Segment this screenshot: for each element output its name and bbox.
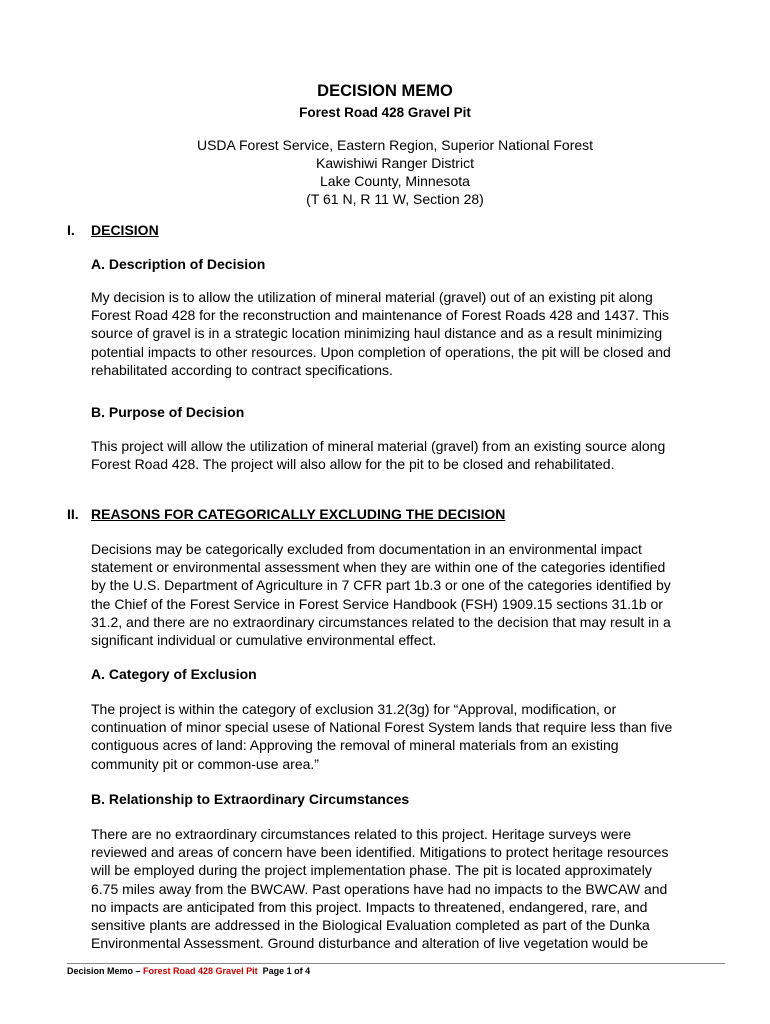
paragraph-line: will be employed during the project implementation phase. The pit is located approximately (91, 862, 652, 879)
county-line: Lake County, Minnesota (320, 173, 470, 189)
section-2-intro-paragraph (91, 540, 731, 649)
paragraph-line: reviewed and areas of concern have been identified. Mitigations to protect heritage resources (91, 844, 669, 861)
footer-divider (67, 963, 725, 964)
section-1-number: I. (67, 222, 75, 238)
paragraph-line: Environmental Assessment. Ground disturbance and alteration of live vegetation would be (91, 935, 649, 952)
district-line: Kawishiwi Ranger District (316, 155, 474, 171)
paragraph-line: This project will allow the utilization of mineral material (gravel) from an existing source along (91, 438, 666, 454)
paragraph-line: the Chief of the Forest Service in Forest Service Handbook (FSH) 1909.15 sections 31.1b or (91, 595, 663, 612)
paragraph-line: Decisions may be categorically excluded from documentation in an environmental impact (91, 541, 642, 557)
footer-page-number: Page 1 of 4 (262, 966, 311, 976)
paragraph-line: 31.2, and there are no extraordinary circumstances related to the decision that may result in a (91, 613, 671, 630)
paragraph-line: Forest Road 428. The project will also allow for the pit to be closed and rehabilitated. (91, 456, 615, 473)
section-1-heading (67, 222, 159, 238)
paragraph-line: 6.75 miles away from the BWCAW. Past operations have had no impacts to the BWCAW and (91, 880, 668, 897)
agency-block (0, 136, 770, 208)
section-1b-paragraph (91, 437, 731, 473)
section-2a-paragraph (91, 700, 731, 773)
section-1b-heading: B. Purpose of Decision (91, 404, 245, 420)
section-2-heading (67, 506, 505, 522)
paragraph-line: sensitive plants are addressed in the Biological Evaluation completed as part of the Dunka (91, 917, 650, 934)
paragraph-line: continuation of minor special usese of National Forest System lands that require less than five (91, 719, 673, 736)
paragraph-line: Forest Road 428 for the reconstruction and maintenance of Forest Roads 428 and 1437. This (91, 307, 669, 324)
document-title: DECISION MEMO (317, 82, 453, 100)
paragraph-line: by the U.S. Department of Agriculture in 7 CFR part 1b.3 or one of the categories identified by (91, 577, 671, 594)
paragraph-line: community pit or common-use area.” (91, 755, 319, 772)
section-2b-paragraph (91, 825, 731, 952)
footer-project-name: Forest Road 428 Gravel Pit (143, 966, 258, 976)
paragraph-line: The project is within the category of exclusion 31.2(3g) for “Approval, modification, or (91, 701, 617, 717)
paragraph-line: significant individual or cumulative environmental effect. (91, 632, 437, 649)
section-2-number: II. (67, 506, 79, 522)
paragraph-line: contiguous acres of land: Approving the removal of mineral materials from an existing (91, 737, 619, 754)
section-1a-paragraph (91, 288, 731, 379)
paragraph-line: My decision is to allow the utilization of mineral material (gravel) out of an existing pit along (91, 289, 653, 305)
paragraph-line: potential impacts to other resources. Upon completion of operations, the pit will be closed and (91, 343, 671, 360)
section-1-title: DECISION (91, 222, 159, 238)
paragraph-line: There are no extraordinary circumstances related to this project. Heritage surveys were (91, 826, 632, 842)
page-footer (67, 966, 310, 976)
section-1a-heading: A. Description of Decision (91, 256, 266, 272)
paragraph-line: no impacts are anticipated from this project. Impacts to threatened, endangered, rare, and (91, 898, 648, 915)
section-2a-heading: A. Category of Exclusion (91, 666, 257, 682)
document-subtitle: Forest Road 428 Gravel Pit (299, 105, 471, 120)
paragraph-line: rehabilitated according to contract specifications. (91, 361, 393, 378)
paragraph-line: source of gravel is in a strategic location minimizing haul distance and as a result minimizing (91, 325, 663, 342)
paragraph-line: statement or environmental assessment when they are within one of the categories identified (91, 559, 666, 576)
section-2b-heading: B. Relationship to Extraordinary Circumstances (91, 791, 410, 807)
footer-label: Decision Memo – (67, 966, 144, 976)
agency-line: USDA Forest Service, Eastern Region, Superior National Forest (196, 137, 594, 153)
location-line: (T 61 N, R 11 W, Section 28) (306, 191, 484, 207)
section-2-title: REASONS FOR CATEGORICALLY EXCLUDING THE DECISION (91, 506, 506, 522)
